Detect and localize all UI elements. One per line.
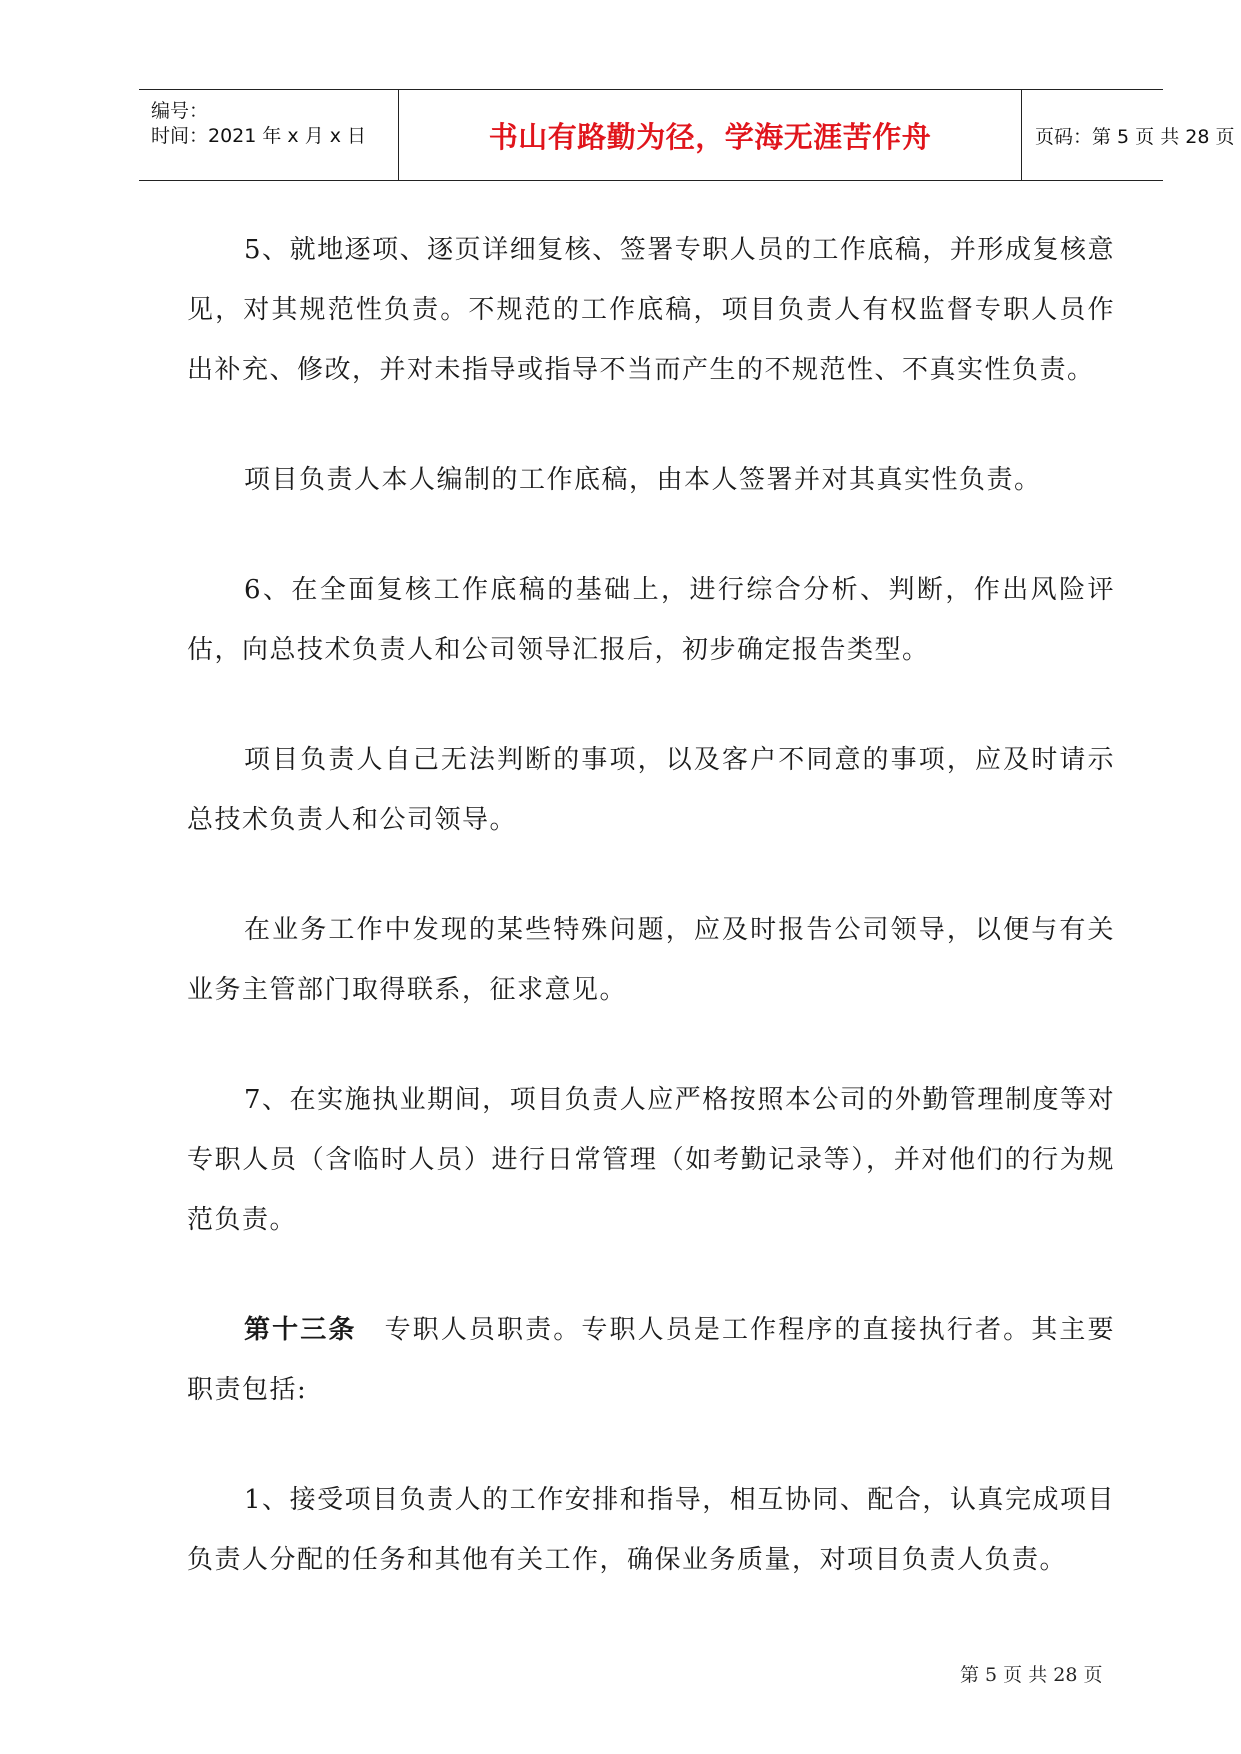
paragraph-text: 5、就地逐项、逐页详细复核、签署专职人员的工作底稿，并形成复核意见，对其规范性负责。不规范的工作底稿，项目负责人有权监督专职人员作出补充、修改，并对未指导或指导不当而产生的不规范性、不真实性负责。 — [187, 235, 1115, 385]
page-footer: 第 5 页 共 28 页 — [960, 1664, 1103, 1686]
paragraph-text: 项目负责人本人编制的工作底稿，由本人签署并对其真实性负责。 — [244, 465, 1042, 495]
page-header — [139, 89, 1235, 181]
paragraph-text: 专职人员职责。专职人员是工作程序的直接执行者。其主要职责包括: — [187, 1315, 1115, 1405]
paragraph-text: 7、在实施执业期间，项目负责人应严格按照本公司的外勤管理制度等对专职人员（含临时人员）进行日常管理（如考勤记录等），并对他们的行为规范负责。 — [187, 1085, 1115, 1235]
paragraph — [187, 1070, 1115, 1250]
paragraph — [187, 560, 1115, 680]
paragraph-text: 1、接受项目负责人的工作安排和指导，相互协同、配合，认真完成项目负责人分配的任务和其他有关工作，确保业务质量，对项目负责人负责。 — [187, 1485, 1115, 1575]
header-meta — [139, 90, 399, 180]
paragraph — [187, 450, 1115, 510]
paragraph — [187, 900, 1115, 1020]
header-page-number: 页码：第 5 页 共 28 页 — [1035, 125, 1235, 148]
document-number-label: 编号： — [151, 100, 209, 122]
document-body — [187, 220, 1115, 1640]
paragraph — [187, 730, 1115, 850]
header-motto: 书山有路勤为径，学海无涯苦作舟 — [399, 90, 1022, 180]
article-paragraph — [187, 1300, 1115, 1420]
paragraph-text: 在业务工作中发现的某些特殊问题，应及时报告公司领导，以便与有关业务主管部门取得联系，征求意见。 — [187, 915, 1115, 1005]
paragraph — [187, 1470, 1115, 1590]
paragraph-text: 项目负责人自己无法判断的事项，以及客户不同意的事项，应及时请示总技术负责人和公司领导。 — [187, 745, 1115, 835]
paragraph-text: 6、在全面复核工作底稿的基础上，进行综合分析、判断，作出风险评估，向总技术负责人和公司领导汇报后，初步确定报告类型。 — [187, 575, 1115, 665]
paragraph — [187, 220, 1115, 400]
document-date-label: 时间：2021 年 x 月 x 日 — [151, 125, 367, 147]
article-heading: 第十三条 — [244, 1315, 357, 1345]
